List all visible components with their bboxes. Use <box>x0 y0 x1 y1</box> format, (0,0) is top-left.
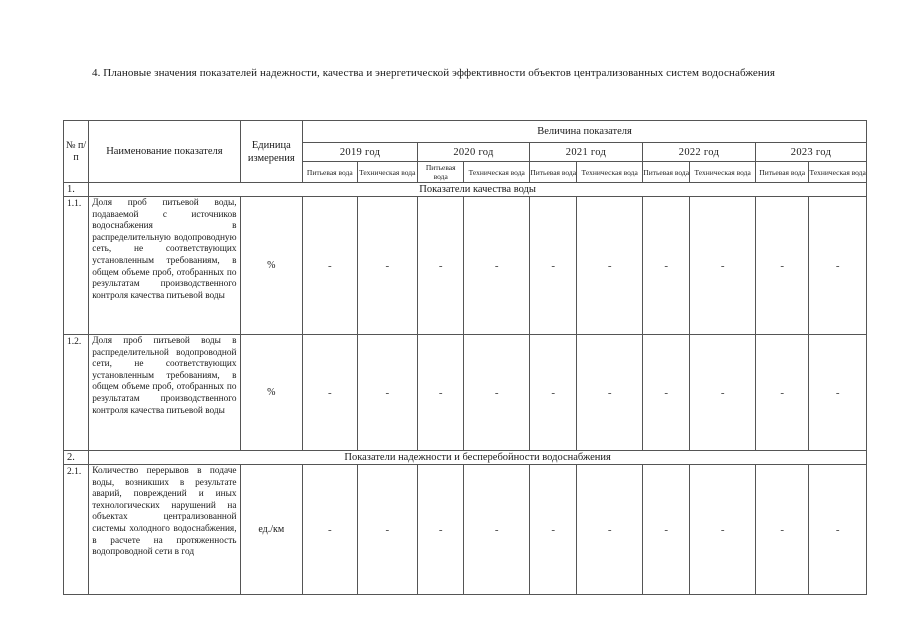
row-number: 2.1. <box>64 465 89 595</box>
header-technical-water: Техническая вода <box>357 162 418 183</box>
value-cell: - <box>303 335 357 451</box>
section-number: 1. <box>64 183 89 197</box>
row-number: 1.1. <box>64 197 89 335</box>
value-cell: - <box>755 465 808 595</box>
value-cell: - <box>464 197 530 335</box>
section-title: Показатели надежности и бесперебойности водоснабжения <box>89 451 867 465</box>
value-cell: - <box>464 465 530 595</box>
value-cell: - <box>303 465 357 595</box>
header-technical-water: Техническая вода <box>809 162 867 183</box>
header-technical-water: Техническая вода <box>464 162 530 183</box>
header-drinking-water: Питьевая вода <box>418 162 464 183</box>
table-row <box>64 465 867 595</box>
value-cell: - <box>642 335 689 451</box>
value-cell: - <box>642 197 689 335</box>
header-technical-water: Техническая вода <box>690 162 756 183</box>
value-cell: - <box>809 465 867 595</box>
value-cell: - <box>755 335 808 451</box>
section-row <box>64 183 867 197</box>
value-cell: - <box>690 465 756 595</box>
header-unit: Единица измерения <box>240 121 303 183</box>
value-cell: - <box>809 197 867 335</box>
header-drinking-water: Питьевая вода <box>755 162 808 183</box>
value-cell: - <box>577 465 643 595</box>
header-year-2019: 2019 год <box>303 143 418 162</box>
value-cell: - <box>418 465 464 595</box>
section-row <box>64 451 867 465</box>
section-heading: 4. Плановые значения показателей надежности, качества и энергетической эффективности объектов централизованных систем водоснабжения <box>92 67 776 79</box>
value-cell: - <box>690 197 756 335</box>
value-cell: - <box>809 335 867 451</box>
value-cell: - <box>418 335 464 451</box>
value-cell: - <box>357 465 418 595</box>
header-year-2023: 2023 год <box>755 143 866 162</box>
value-cell: - <box>577 197 643 335</box>
header-indicator-name: Наименование показателя <box>89 121 240 183</box>
row-unit: % <box>240 335 303 451</box>
header-year-2022: 2022 год <box>642 143 755 162</box>
header-drinking-water: Питьевая вода <box>303 162 357 183</box>
section-number: 2. <box>64 451 89 465</box>
header-drinking-water: Питьевая вода <box>530 162 577 183</box>
value-cell: - <box>418 197 464 335</box>
value-cell: - <box>755 197 808 335</box>
value-cell: - <box>577 335 643 451</box>
value-cell: - <box>303 197 357 335</box>
row-indicator-name: Доля проб питьевой воды, подаваемой с источников водоснабжения в распределительную водопроводную сеть, не соответствующих установленным требованиям, в общем объеме проб, отобранных по результатам производственного контроля качества питьевой воды <box>89 197 240 335</box>
row-unit: % <box>240 197 303 335</box>
row-indicator-name: Доля проб питьевой воды в распределительной водопроводной сети, не соответствующих установленным требованиям, в общем объеме проб, отобранных по результатам производственного контроля качества питьевой воды <box>89 335 240 451</box>
value-cell: - <box>530 335 577 451</box>
value-cell: - <box>357 197 418 335</box>
row-number: 1.2. <box>64 335 89 451</box>
header-drinking-water: Питьевая вода <box>642 162 689 183</box>
header-year-2020: 2020 год <box>418 143 530 162</box>
value-cell: - <box>357 335 418 451</box>
row-unit: ед./км <box>240 465 303 595</box>
value-cell: - <box>690 335 756 451</box>
header-technical-water: Техническая вода <box>577 162 643 183</box>
header-number: № п/п <box>64 121 89 183</box>
value-cell: - <box>642 465 689 595</box>
table-row <box>64 197 867 335</box>
indicators-table <box>63 120 867 595</box>
row-indicator-name: Количество перерывов в подаче воды, возникших в результате аварий, повреждений и иных технологических нарушений на объектах централизованной системы холодного водоснабжения, в расчете на протяженность водопроводной сети в год <box>89 465 240 595</box>
table-row <box>64 335 867 451</box>
value-cell: - <box>530 465 577 595</box>
header-indicator-value: Величина показателя <box>303 121 867 143</box>
value-cell: - <box>530 197 577 335</box>
value-cell: - <box>464 335 530 451</box>
section-title: Показатели качества воды <box>89 183 867 197</box>
header-year-2021: 2021 год <box>530 143 643 162</box>
